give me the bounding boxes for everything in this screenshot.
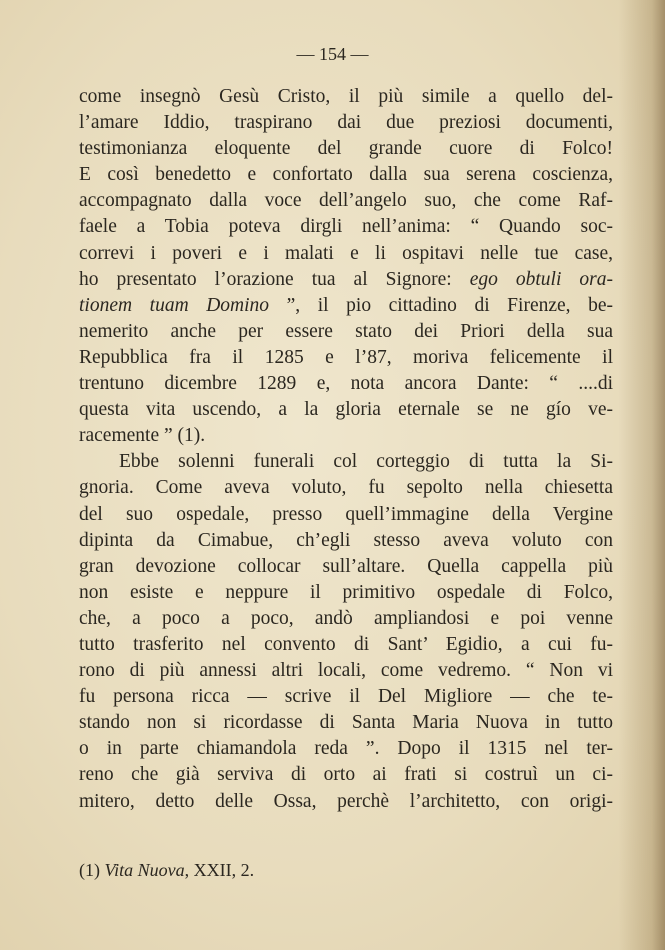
text-line: [79, 606, 613, 632]
text-line: [79, 162, 613, 188]
text-line: [79, 684, 613, 710]
text-segment: gnoria. Come aveva voluto, fu sepolto nella chiesetta: [79, 477, 613, 499]
text-line: [79, 658, 613, 684]
body-text: [79, 84, 613, 815]
text-segment: o in parte chiamandola reda ”. Dopo il 1315 nel ter-: [79, 738, 613, 760]
text-line: [79, 319, 613, 345]
text-line: [79, 188, 613, 214]
text-line: [79, 136, 613, 162]
text-line: [79, 736, 613, 762]
text-segment: correvi i poveri e i malati e li ospitavi nelle tue case,: [79, 242, 613, 264]
footnote-reference: , XXII, 2.: [184, 860, 255, 880]
text-segment: stando non si ricordasse di Santa Maria Nuova in tutto: [79, 712, 613, 734]
text-segment: dipinta da Cimabue, ch’egli stesso aveva voluto con: [79, 529, 613, 551]
text-segment: del suo ospedale, presso quell’immagine della Vergine: [79, 503, 613, 525]
text-line: [79, 267, 613, 293]
text-line: [79, 632, 613, 658]
text-line: [79, 110, 613, 136]
text-segment: ho presentato l’orazione tua al Signore:: [79, 268, 470, 290]
text-segment: racemente ” (1).: [79, 425, 206, 447]
text-segment: accompagnato dalla voce dell’angelo suo, che come Raf-: [79, 190, 613, 212]
text-line: [79, 528, 613, 554]
text-segment: E così benedetto e confortato dalla sua serena coscienza,: [79, 164, 613, 186]
text-segment: Ebbe solenni funerali col corteggio di tutta la Si-: [119, 451, 613, 473]
text-segment: tutto trasferito nel convento di Sant’ Egidio, a cui fu-: [79, 633, 613, 655]
text-line: [79, 502, 613, 528]
italic-text: ego obtuli ora-: [469, 268, 613, 290]
text-line: [79, 710, 613, 736]
italic-text: tionem tuam Domino: [79, 294, 270, 316]
text-line: [79, 762, 613, 788]
text-segment: faele a Tobia poteva dirgli nell’anima: “ Quando soc-: [79, 216, 613, 238]
text-segment: Repubblica fra il 1285 e l’87, moriva felicemente il: [79, 346, 613, 368]
text-segment: come insegnò Gesù Cristo, il più simile a quello del-: [79, 86, 613, 107]
text-line: [79, 214, 613, 240]
text-line: [79, 580, 613, 606]
footnote-title: Vita Nuova: [104, 860, 185, 880]
text-segment: gran devozione collocar sull’altare. Quella cappella più: [79, 555, 613, 577]
text-line: [79, 371, 613, 397]
text-line: [79, 554, 613, 580]
text-segment: mitero, detto delle Ossa, perchè l’architetto, con origi-: [79, 790, 613, 812]
text-segment: fu persona ricca — scrive il Del Migliore — che te-: [79, 686, 613, 708]
footnote-marker: (1): [79, 860, 100, 880]
text-line: [79, 293, 613, 319]
text-segment: rono di più annessi altri locali, come vedremo. “ Non vi: [79, 660, 613, 682]
text-segment: non esiste e neppure il primitivo ospedale di Folco,: [79, 581, 613, 603]
text-segment: l’amare Iddio, traspirano dai due preziosi documenti,: [79, 112, 613, 134]
text-line: [79, 84, 613, 110]
text-segment: ”, il pio cittadino di Firenze, be-: [269, 294, 613, 316]
text-segment: testimonianza eloquente del grande cuore di Folco!: [79, 138, 613, 160]
text-segment: nemerito anche per essere stato dei Priori della sua: [79, 320, 613, 342]
text-line: [79, 397, 613, 423]
text-line: [79, 789, 613, 815]
text-segment: questa vita uscendo, a la gloria eternale se ne gío ve-: [79, 399, 613, 421]
text-line: [79, 423, 613, 449]
page-number: — 154 —: [296, 44, 369, 64]
text-segment: che, a poco a poco, andò ampliandosi e poi venne: [79, 607, 613, 629]
text-segment: trentuno dicembre 1289 e, nota ancora Dante: “ ....di: [79, 373, 613, 395]
text-line: [79, 449, 613, 475]
footnote: [79, 860, 254, 881]
text-line: [79, 241, 613, 267]
text-line: [79, 475, 613, 501]
text-segment: reno che già serviva di orto ai frati si costruì un ci-: [79, 764, 613, 786]
text-line: [79, 345, 613, 371]
